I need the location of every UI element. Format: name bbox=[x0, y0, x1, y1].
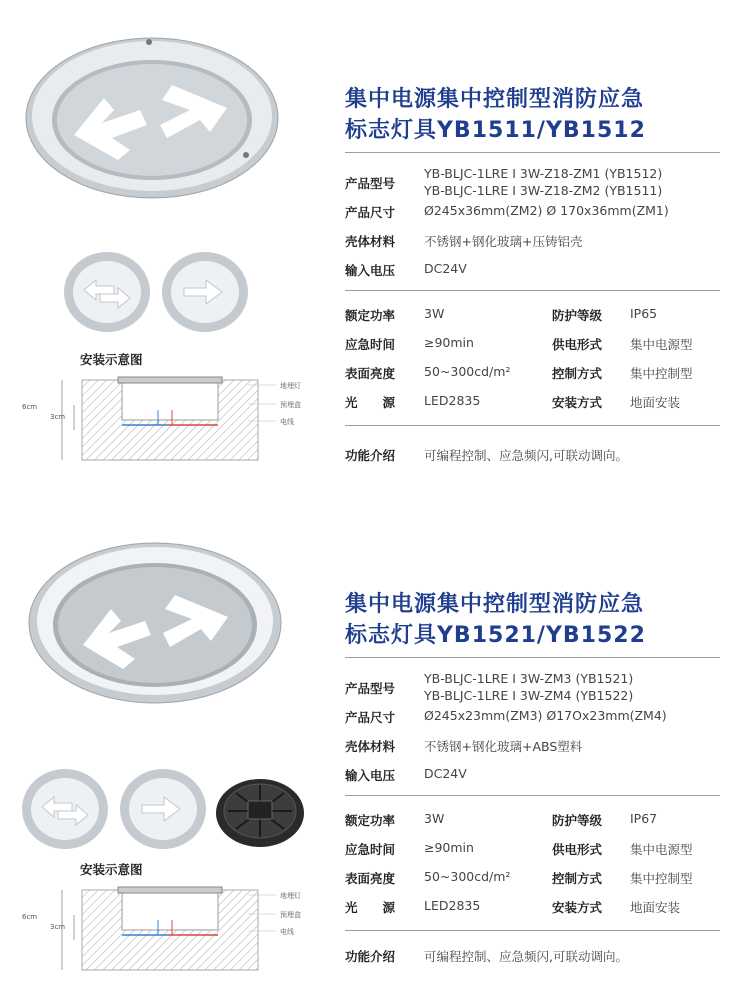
param-label: 应急时间 bbox=[345, 337, 396, 352]
model-label: 产品型号 bbox=[345, 681, 396, 696]
param-value-2: 地面安装 bbox=[630, 900, 681, 915]
param-value: LED2835 bbox=[424, 393, 481, 408]
product-title-line2: 标志灯具YB1511/YB1512 bbox=[345, 118, 646, 143]
product-section-2 bbox=[0, 505, 754, 1005]
param-value-2: 地面安装 bbox=[630, 395, 681, 410]
size-value: Ø245x23mm(ZM3) Ø17Ox23mm(ZM4) bbox=[424, 708, 667, 723]
product-title bbox=[345, 84, 646, 146]
function-value: 可编程控制、应急频闪,可联动调向。 bbox=[424, 949, 628, 964]
param-label-2: 供电形式 bbox=[552, 337, 603, 352]
material-value: 不锈钢+钢化玻璃+ABS塑料 bbox=[424, 739, 583, 754]
wire-label: 电线 bbox=[280, 928, 294, 936]
param-value-2: 集中电源型 bbox=[630, 337, 693, 352]
param-value: 3W bbox=[424, 811, 445, 826]
box-label: 预埋盒 bbox=[280, 401, 301, 409]
size-label: 产品尺寸 bbox=[345, 205, 396, 220]
product-title-line1: 集中电源集中控制型消防应急 bbox=[345, 87, 645, 112]
param-label: 表面亮度 bbox=[345, 366, 396, 381]
voltage-value: DC24V bbox=[424, 766, 467, 781]
param-label-2: 控制方式 bbox=[552, 871, 603, 886]
install-diagram-caption: 安装示意图 bbox=[80, 352, 143, 367]
param-label: 光 源 bbox=[345, 900, 396, 915]
param-value-2: 集中电源型 bbox=[630, 842, 693, 857]
param-value: 3W bbox=[424, 306, 445, 321]
material-value: 不锈钢+钢化玻璃+压铸铝壳 bbox=[424, 234, 583, 249]
title-divider bbox=[345, 657, 720, 658]
depth-outer-label: 6cm bbox=[22, 913, 38, 921]
param-label: 光 源 bbox=[345, 395, 396, 410]
lamp-label: 地埋灯 bbox=[280, 382, 301, 390]
param-label-2: 安装方式 bbox=[552, 900, 603, 915]
specs-divider bbox=[345, 795, 720, 796]
param-label-2: 供电形式 bbox=[552, 842, 603, 857]
param-value-2: IP67 bbox=[630, 811, 658, 826]
size-label: 产品尺寸 bbox=[345, 710, 396, 725]
function-label: 功能介绍 bbox=[345, 949, 396, 964]
depth-inner-label: 3cm bbox=[50, 413, 66, 421]
param-label-2: 防护等级 bbox=[552, 308, 603, 323]
specs-divider bbox=[345, 290, 720, 291]
model-value-1: YB-BLJC-1LRE I 3W-ZM3 (YB1521) bbox=[424, 671, 634, 686]
function-value: 可编程控制、应急频闪,可联动调向。 bbox=[424, 448, 628, 463]
param-label-2: 防护等级 bbox=[552, 813, 603, 828]
param-label: 额定功率 bbox=[345, 308, 396, 323]
voltage-label: 输入电压 bbox=[345, 263, 396, 278]
material-label: 壳体材料 bbox=[345, 234, 396, 249]
install-diagram-caption: 安装示意图 bbox=[80, 862, 143, 877]
box-label: 预埋盒 bbox=[280, 911, 301, 919]
size-value: Ø245x36mm(ZM2) Ø 170x36mm(ZM1) bbox=[424, 203, 669, 218]
param-value-2: 集中控制型 bbox=[630, 366, 693, 381]
depth-inner-label: 3cm bbox=[50, 923, 66, 931]
lamp-label: 地埋灯 bbox=[280, 892, 301, 900]
install-diagram bbox=[18, 375, 318, 465]
product-title-line1: 集中电源集中控制型消防应急 bbox=[345, 592, 645, 617]
small-lamp-right-arrow-image bbox=[160, 250, 250, 334]
material-label: 壳体材料 bbox=[345, 739, 396, 754]
param-value: 50~300cd/m² bbox=[424, 364, 511, 379]
param-label-2: 控制方式 bbox=[552, 366, 603, 381]
lamp-back-housing-image bbox=[214, 773, 306, 849]
small-lamp-right-arrow-image bbox=[118, 767, 208, 851]
param-value: ≥90min bbox=[424, 840, 474, 855]
function-label: 功能介绍 bbox=[345, 448, 396, 463]
install-diagram bbox=[18, 885, 318, 975]
voltage-value: DC24V bbox=[424, 261, 467, 276]
wire-label: 电线 bbox=[280, 418, 294, 426]
param-value-2: IP65 bbox=[630, 306, 658, 321]
depth-outer-label: 6cm bbox=[22, 403, 38, 411]
large-lamp-image bbox=[22, 30, 282, 200]
param-label: 表面亮度 bbox=[345, 871, 396, 886]
title-divider bbox=[345, 152, 720, 153]
model-value-2: YB-BLJC-1LRE I 3W-Z18-ZM2 (YB1511) bbox=[424, 183, 663, 198]
param-value-2: 集中控制型 bbox=[630, 871, 693, 886]
params-divider bbox=[345, 930, 720, 931]
param-value: LED2835 bbox=[424, 898, 481, 913]
param-label-2: 安装方式 bbox=[552, 395, 603, 410]
param-label: 应急时间 bbox=[345, 842, 396, 857]
small-lamp-left-arrow-image bbox=[62, 250, 152, 334]
product-section-1 bbox=[0, 0, 754, 500]
param-value: ≥90min bbox=[424, 335, 474, 350]
large-lamp-image bbox=[25, 535, 285, 705]
params-divider bbox=[345, 425, 720, 426]
small-lamp-left-arrow-image bbox=[20, 767, 110, 851]
param-label: 额定功率 bbox=[345, 813, 396, 828]
model-label: 产品型号 bbox=[345, 176, 396, 191]
param-value: 50~300cd/m² bbox=[424, 869, 511, 884]
model-value-2: YB-BLJC-1LRE I 3W-ZM4 (YB1522) bbox=[424, 688, 634, 703]
product-title-line2: 标志灯具YB1521/YB1522 bbox=[345, 623, 646, 648]
product-title bbox=[345, 589, 646, 651]
model-value-1: YB-BLJC-1LRE I 3W-Z18-ZM1 (YB1512) bbox=[424, 166, 663, 181]
voltage-label: 输入电压 bbox=[345, 768, 396, 783]
